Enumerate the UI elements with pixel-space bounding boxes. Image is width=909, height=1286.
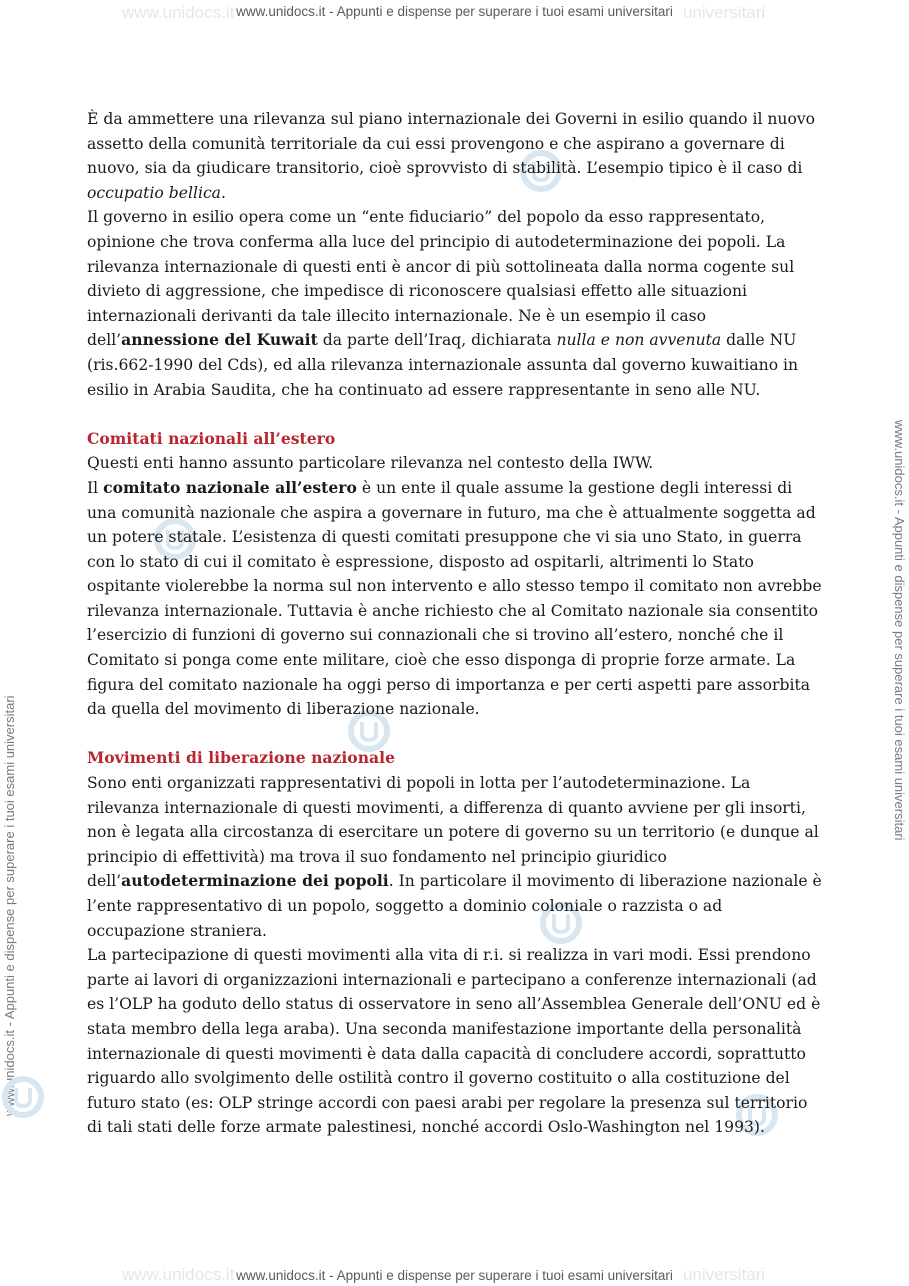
bold-term: annessione del Kuwait: [121, 330, 318, 350]
paragraph-governo-fiduciario: Il governo in esilio opera come un “ente fiduciario” del popolo da esso rappresentato, opinione che trova conferma alla luce del principio di autodeterminazione dei popoli. La rilevanza internazionale di questi enti è ancor di più sottolineata dalla norma cogente sul divieto di aggressione, che impedisce di riconoscere qualsiasi effetto alle situazioni internazionali derivanti da tale illecito internazionale. Ne è un esempio il caso dell’annessione del Kuwait da parte dell’Iraq, dichiarata nulla e non avvenuta dalle NU (ris.662-1990 del Cds), ed alla rilevanza internazionale assunta dal governo kuwaitiano in esilio in Arabia Saudita, che ha continuato ad essere rappresentante in seno alle NU.: [87, 208, 799, 399]
watermark-text-top-left: www.unidocs.it: [122, 3, 235, 22]
bold-term: comitato nazionale all’estero: [103, 477, 357, 497]
side-banner-right: www.unidocs.it - Appunti e dispense per superare i tuoi esami universitari: [892, 420, 907, 841]
section-heading-comitati: Comitati nazionali all’estero: [87, 428, 336, 448]
paragraph-governi-in-esilio: È da ammettere una rilevanza sul piano internazionale dei Governi in esilio quando il nuovo assetto della comunità territoriale da cui essi provengono e che aspirano a governare di nuovo, sia da giudicare transitorio, cioè sprovvisto di stabilità. L’esempio tipico è il caso di occupatio bellica.: [87, 110, 816, 202]
paragraph-comitati-intro: Questi enti hanno assunto particolare rilevanza nel contesto della IWW.: [87, 454, 654, 473]
watermark-text-top-right: universitari: [683, 3, 766, 22]
bold-term: autodeterminazione dei popoli: [121, 871, 389, 891]
watermark-text-bottom-right: universitari: [683, 1265, 766, 1284]
side-banner-left: www.unidocs.it - Appunti e dispense per superare i tuoi esami universitari: [2, 695, 17, 1116]
page-footer-banner: www.unidocs.it - Appunti e dispense per superare i tuoi esami universitari: [236, 1268, 673, 1283]
paragraph-comitato-definizione: Il comitato nazionale all’estero è un ente il quale assume la gestione degli interessi di una comunità nazionale che aspira a governare in futuro, ma che è attualmente soggetta ad un potere statale. L’esistenza di questi comitati presuppone che vi sia uno Stato, in guerra con lo stato di cui il comitato è espressione, disposto ad ospitarli, altrimenti lo Stato ospitante violerebbe la norma sul non intervento e allo stesso tempo il comitato non avrebbe rilevanza internazionale. Tuttavia è anche richiesto che al Comitato nazionale sia consentito l’esercizio di funzioni di governo sui connazionali che si trovino all’estero, nonché che il Comitato si ponga come ente militare, cioè che esso disponga di proprie forze armate. La figura del comitato nazionale ha oggi perso di importanza e per certi aspetti pare assorbita da quella del movimento di liberazione nazionale.: [87, 477, 822, 719]
italic-term: occupatio bellica.: [87, 183, 226, 202]
italic-term: nulla e non avvenuta: [556, 331, 722, 350]
page-header-banner: www.unidocs.it - Appunti e dispense per superare i tuoi esami universitari: [236, 4, 673, 19]
document-body: [87, 107, 822, 1140]
section-heading-movimenti: Movimenti di liberazione nazionale: [87, 748, 395, 768]
paragraph-movimenti-definizione: Sono enti organizzati rappresentativi di popoli in lotta per l’autodeterminazione. La rilevanza internazionale di questi movimenti, a differenza di quanto avviene per gli insorti, non è legata alla circostanza di esercitare un potere di governo su un territorio (e dunque al principio di effettività) ma trova il suo fondamento nel principio giuridico dell’autodeterminazione dei popoli. In particolare il movimento di liberazione nazionale è l’ente rappresentativo di un popolo, soggetto a dominio coloniale o razzista o ad occupazione straniera.: [87, 774, 822, 940]
paragraph-movimenti-partecipazione: La partecipazione di questi movimenti alla vita di r.i. si realizza in vari modi. Essi prendono parte ai lavori di organizzazioni internazionali e partecipano a conferenze internazionali (ad es l’OLP ha goduto dello status di osservatore in seno all’Assemblea Generale dell’ONU ed è stata membro della lega araba). Una seconda manifestazione importante della personalità internazionale di questi movimenti è data dalla capacità di concludere accordi, soprattutto riguardo allo svolgimento delle ostilità contro il governo costituito o alla costituzione del futuro stato (es: OLP stringe accordi con paesi arabi per regolare la presenza sul territorio di tali stati delle forze armate palestinesi, nonché accordi Oslo-Washington nel 1993).: [87, 946, 821, 1137]
watermark-text-bottom-left: www.unidocs.it: [122, 1265, 235, 1284]
unidocs-logo-icon: [0, 1074, 46, 1120]
